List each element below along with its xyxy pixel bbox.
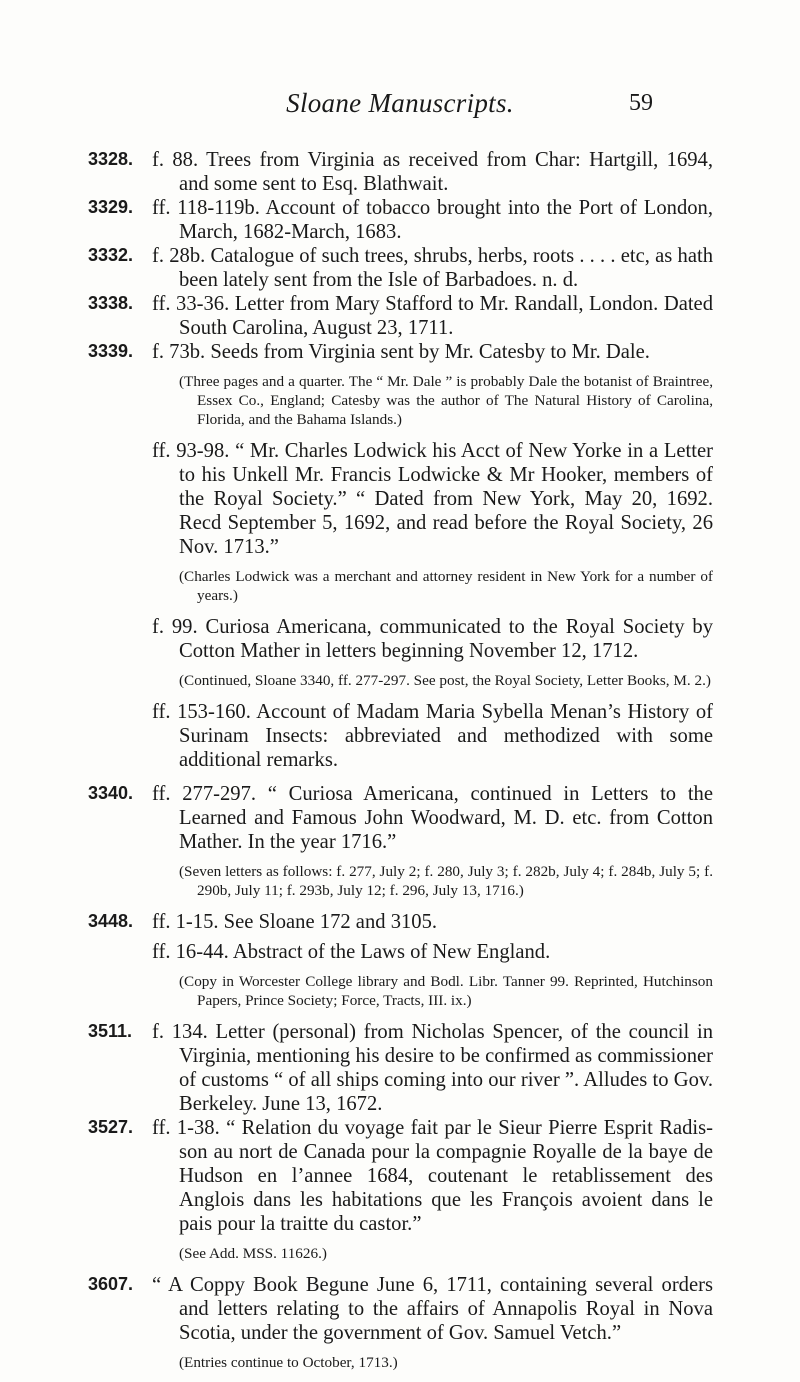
sub-entry-text: ff. 93-98. “ Mr. Charles Lodwick his Acct of New Yorke in a Letter to his Unkell Mr. Francis Lodwicke & Mr Hooker, members of the Royal Society.” “ Dated from New York, May 20, 1692. Recd September 5, 1692, and read before the Royal Society, 26 Nov. 1713.” — [152, 440, 713, 558]
entry-number: 3511. — [88, 1021, 133, 1041]
entry-note: (Entries continue to October, 1713.) — [179, 1354, 398, 1371]
entry-number: 3340. — [88, 783, 134, 803]
entry-text: f. 28b. Catalogue of such trees, shrubs, herbs, roots . . . . etc, as hath been lately sent from the Isle of Barbadoes. n. d. — [152, 245, 713, 291]
entry-text: f. 73b. Seeds from Virginia sent by Mr. Catesby to Mr. Dale. — [152, 341, 650, 363]
entry-3338 — [88, 292, 713, 340]
entry-number: 3448. — [88, 911, 134, 931]
entry-text: ff. 33-36. Letter from Mary Stafford to Mr. Randall, London. Dated South Carolina, August 23, 1711. — [152, 293, 713, 339]
entry-text: ff. 118-119b. Account of tobacco brought into the Port of London, March, 1682-March, 1683. — [152, 197, 713, 243]
entry-3328 — [88, 148, 713, 196]
entry-note: (Three pages and a quarter. The “ Mr. Dale ” is probably Dale the botanist of Braintree, Essex Co., England; Catesby was the author of The Natural History of Carolina, Florida, and the Bahama Islands.) — [179, 373, 713, 428]
page-number: 59 — [629, 90, 653, 116]
entry-text: ff. 1-38. “ Relation du voyage fait par le Sieur Pierre Esprit Radis-son au nort de Canada pour la compagnie Royalle de la baye de Hudson en l’annee 1684, coutenant le retablissement des Anglois dans les habitations que les François avoient dans le pais pour la traitte du castor.” — [152, 1117, 713, 1235]
entry-3340 — [88, 782, 713, 900]
entry-note: (Seven letters as follows: f. 277, July 2; f. 280, July 3; f. 282b, July 4; f. 284b, July 5; f. 290b, July 11; f. 293b, July 12; f. 296, July 13, 1716.) — [179, 863, 713, 899]
entry-number: 3329. — [88, 197, 134, 217]
page-header — [0, 88, 800, 122]
entry-text: “ A Coppy Book Begune June 6, 1711, containing several orders and letters relating to the affairs of Annapolis Royal in Nova Scotia, under the government of Gov. Samuel Vetch.” — [152, 1274, 713, 1344]
entry-number: 3328. — [88, 149, 134, 169]
entry-text: f. 88. Trees from Virginia as received from Char: Hartgill, 1694, and some sent to Esq. Blathwait. — [152, 149, 713, 195]
entry-text: f. 134. Letter (personal) from Nicholas Spencer, of the council in Virginia, mentioning his desire to be confirmed as commissioner of customs “ of all ships coming into our river ”. Alludes to Gov. Berkeley. June 13, 1672. — [152, 1021, 713, 1115]
entry-note: (Copy in Worcester College library and Bodl. Libr. Tanner 99. Reprinted, Hutchinson Papers, Prince Society; Force, Tracts, III. ix.) — [179, 973, 713, 1009]
entry-number: 3338. — [88, 293, 134, 313]
running-title: Sloane Manuscripts. — [286, 88, 514, 118]
entry-text: ff. 277-297. “ Curiosa Americana, continued in Letters to the Learned and Famous John Woodward, M. D. etc. from Cotton Mather. In the year 1716.” — [152, 783, 713, 853]
entry-number: 3527. — [88, 1117, 134, 1137]
entry-3448 — [88, 910, 713, 1010]
entry-3511 — [88, 1020, 713, 1116]
sub-entry-text: ff. 16-44. Abstract of the Laws of New England. — [152, 941, 551, 963]
entry-3332 — [88, 244, 713, 292]
entry-text: ff. 1-15. See Sloane 172 and 3105. — [152, 911, 438, 933]
sub-entry-text: ff. 153-160. Account of Madam Maria Sybella Menan’s History of Surinam Insects: abbreviated and methodized with some additional remarks. — [152, 701, 713, 771]
entry-3527 — [88, 1116, 713, 1263]
entry-3339 — [88, 340, 713, 772]
catalogue-entries — [88, 148, 713, 1382]
entry-number: 3332. — [88, 245, 134, 265]
entry-note: (Continued, Sloane 3340, ff. 277-297. See post, the Royal Society, Letter Books, M. 2.) — [179, 672, 711, 689]
entry-note: (Charles Lodwick was a merchant and attorney resident in New York for a number of years.) — [179, 568, 713, 604]
entry-number: 3607. — [88, 1274, 134, 1294]
sub-entry-text: f. 99. Curiosa Americana, communicated to the Royal Society by Cotton Mather in letters beginning November 12, 1712. — [152, 616, 713, 662]
entry-3329 — [88, 196, 713, 244]
entry-number: 3339. — [88, 341, 134, 361]
entry-3607 — [88, 1273, 713, 1372]
entry-note: (See Add. MSS. 11626.) — [179, 1245, 327, 1262]
